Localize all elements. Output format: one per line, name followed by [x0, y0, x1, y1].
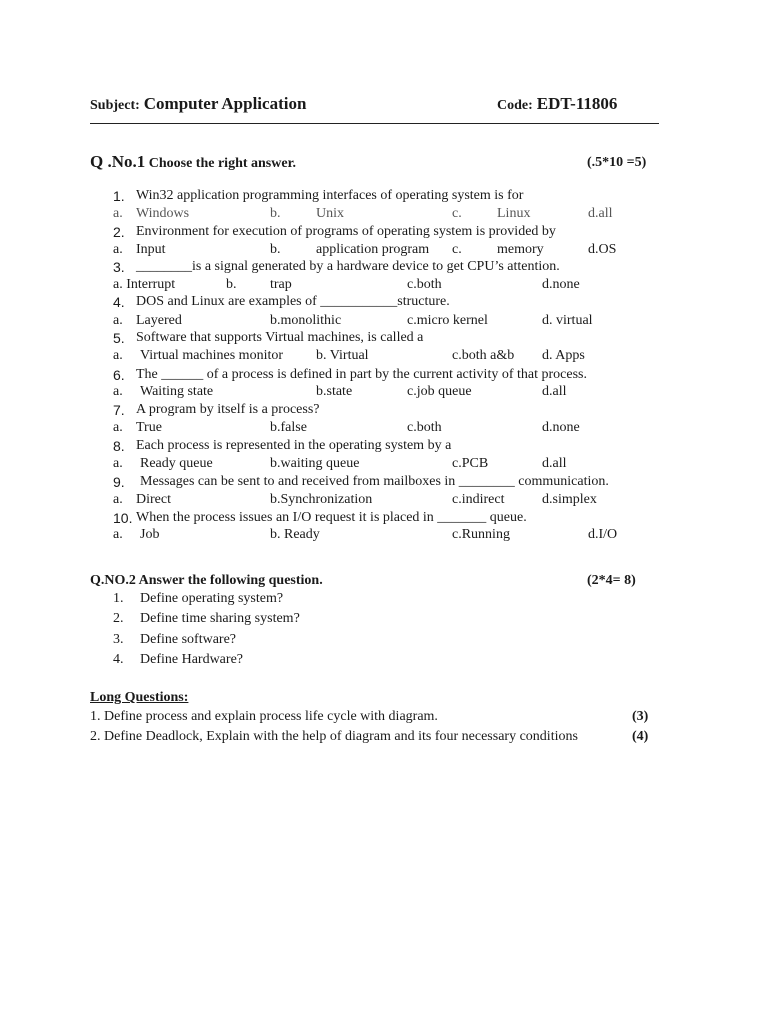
option: c.both [407, 420, 442, 435]
short-question-4 [0, 652, 768, 670]
short-question-number: 2. [113, 611, 124, 626]
option: d.all [588, 206, 613, 221]
mcq-number: 1. [113, 188, 125, 204]
option: b. Ready [270, 527, 320, 542]
long-question-text: 2. Define Deadlock, Explain with the help of diagram and its four necessary conditions [90, 729, 578, 744]
option: c.both a&b [452, 348, 515, 363]
mcq-question-8 [0, 438, 768, 456]
mcq-text: Messages can be sent to and received from mailboxes in ________ communication. [140, 474, 609, 489]
option: c. [452, 242, 462, 257]
q1-title-prefix: Q .No.1 [90, 152, 146, 171]
option: d.OS [588, 242, 617, 257]
option: a. [113, 206, 123, 221]
mcq-text: A program by itself is a process? [136, 402, 320, 417]
mcq-number: 3. [113, 259, 125, 275]
long-question-marks: (3) [632, 709, 649, 724]
mcq-question-7 [0, 402, 768, 420]
option: a. [113, 527, 123, 542]
mcq-number: 5. [113, 330, 125, 346]
option: b. [270, 206, 281, 221]
short-question-number: 3. [113, 632, 124, 647]
short-question-text: Define Hardware? [140, 652, 243, 667]
option: d.none [542, 277, 580, 292]
option: a. [113, 420, 123, 435]
mcq-number: 2. [113, 224, 125, 240]
mcq-question-10 [0, 510, 768, 528]
option: b. Virtual [316, 348, 369, 363]
short-question-text: Define software? [140, 632, 237, 647]
option: c.PCB [452, 456, 489, 471]
option: b.Synchronization [270, 492, 373, 507]
subject-value: Computer Application [143, 94, 307, 113]
mcq-question-6 [0, 367, 768, 385]
option: d.all [542, 456, 567, 471]
option: a. [113, 492, 123, 507]
long-questions-title: Long Questions: [90, 690, 189, 705]
option: b.waiting queue [270, 456, 360, 471]
option: a. [113, 384, 123, 399]
option: c.indirect [452, 492, 505, 507]
option: c.both [407, 277, 442, 292]
subject-line [90, 94, 306, 114]
option: Input [136, 242, 166, 257]
short-question-text: Define time sharing system? [140, 611, 300, 626]
mcq-question-1 [0, 188, 768, 206]
mcq-text: Each process is represented in the operating system by a [136, 438, 452, 453]
option: d.all [542, 384, 567, 399]
option: Direct [136, 492, 171, 507]
option: d. virtual [542, 313, 593, 328]
long-question-2 [0, 729, 768, 747]
option: True [136, 420, 162, 435]
long-question-marks: (4) [632, 729, 649, 744]
option: a. [113, 456, 123, 471]
option: d.I/O [588, 527, 618, 542]
short-question-number: 4. [113, 652, 124, 667]
option: c.micro kernel [407, 313, 488, 328]
option: application program [316, 242, 430, 257]
long-question-text: 1. Define process and explain process life cycle with diagram. [90, 709, 438, 724]
option: b.false [270, 420, 307, 435]
mcq-text: DOS and Linux are examples of ___________structure. [136, 294, 450, 309]
mcq-options-1 [0, 206, 768, 224]
mcq-text: ________is a signal generated by a hardware device to get CPU’s attention. [136, 259, 560, 274]
mcq-text: The ______ of a process is defined in part by the current activity of that process. [136, 367, 587, 382]
short-question-1 [0, 591, 768, 609]
mcq-number: 10. [113, 510, 133, 526]
q1-title [90, 152, 296, 172]
mcq-text: When the process issues an I/O request it is placed in _______ queue. [136, 510, 527, 525]
short-question-number: 1. [113, 591, 124, 606]
short-question-text: Define operating system? [140, 591, 284, 606]
mcq-text: Software that supports Virtual machines, is called a [136, 330, 424, 345]
q2-marks: (2*4= 8) [587, 573, 636, 588]
short-question-2 [0, 611, 768, 629]
code-label: Code: [497, 98, 533, 113]
short-question-3 [0, 632, 768, 650]
option: Virtual machines monitor [140, 348, 284, 363]
mcq-options-2 [0, 242, 768, 260]
option: c.Running [452, 527, 510, 542]
option: Unix [316, 206, 344, 221]
mcq-options-9 [0, 492, 768, 510]
mcq-options-6 [0, 384, 768, 402]
mcq-options-3 [0, 277, 768, 295]
option: memory [497, 242, 544, 257]
option: a. Interrupt [113, 277, 176, 292]
option: b.state [316, 384, 353, 399]
option: trap [270, 277, 292, 292]
q1-title-text: Choose the right answer. [148, 156, 297, 171]
option: Windows [136, 206, 190, 221]
option: Waiting state [140, 384, 214, 399]
mcq-number: 9. [113, 474, 125, 490]
mcq-text: Environment for execution of programs of operating system is provided by [136, 224, 556, 239]
mcq-question-3 [0, 259, 768, 277]
option: d.none [542, 420, 580, 435]
option: a. [113, 313, 123, 328]
mcq-options-5 [0, 348, 768, 366]
mcq-number: 4. [113, 294, 125, 310]
mcq-number: 6. [113, 367, 125, 383]
option: b.monolithic [270, 313, 342, 328]
option: a. [113, 242, 123, 257]
mcq-number: 7. [113, 402, 125, 418]
option: b. [226, 277, 237, 292]
long-question-1 [0, 709, 768, 727]
mcq-options-7 [0, 420, 768, 438]
mcq-question-5 [0, 330, 768, 348]
option: Linux [497, 206, 531, 221]
option: Ready queue [140, 456, 213, 471]
mcq-question-2 [0, 224, 768, 242]
mcq-options-10 [0, 527, 768, 545]
option: d.simplex [542, 492, 597, 507]
mcq-number: 8. [113, 438, 125, 454]
option: b. [270, 242, 281, 257]
mcq-question-9 [0, 474, 768, 492]
mcq-options-4 [0, 313, 768, 331]
q2-title: Q.NO.2 Answer the following question. [90, 573, 323, 588]
mcq-options-8 [0, 456, 768, 474]
option: Job [140, 527, 160, 542]
mcq-text: Win32 application programming interfaces of operating system is for [136, 188, 524, 203]
header-divider [90, 123, 659, 124]
code-line [497, 94, 617, 114]
option: d. Apps [542, 348, 585, 363]
option: c. [452, 206, 462, 221]
option: Layered [136, 313, 182, 328]
option: c.job queue [407, 384, 472, 399]
mcq-question-4 [0, 294, 768, 312]
option: a. [113, 348, 123, 363]
subject-label: Subject: [90, 98, 140, 113]
q1-marks: (.5*10 =5) [587, 155, 647, 170]
code-value: EDT-11806 [536, 94, 618, 113]
